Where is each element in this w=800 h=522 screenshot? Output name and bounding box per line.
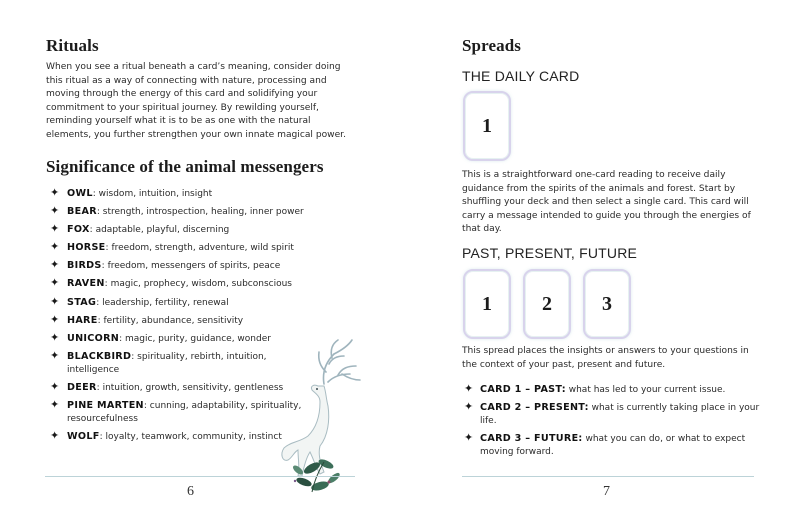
animal-name: PINE MARTEN (67, 400, 144, 412)
card-number: 1 (482, 114, 492, 137)
animal-name: UNICORN (67, 332, 120, 344)
animal-name: BLACKBIRD (67, 350, 132, 362)
animal-name: RAVEN (67, 278, 105, 290)
list-item: ✦ HARE: fertility, abundance, sensitivity (50, 312, 244, 326)
animal-meaning: magic, purity, guidance, wonder (125, 333, 271, 344)
animal-name: FOX (67, 224, 90, 236)
animal-meaning: wisdom, intuition, insight (98, 189, 213, 199)
list-item: ✦ OWL: wisdom, intuition, insight (50, 186, 213, 199)
four-point-star-icon: ✦ (50, 312, 60, 326)
four-point-star-icon: ✦ (50, 294, 60, 308)
card-frame-past (463, 269, 511, 339)
card-position-meaning: what you can do, or what to expect moving forward. (480, 434, 746, 457)
list-item: ✦ STAG: leadership, fertility, renewal (50, 294, 229, 308)
animal-meaning: strength, introspection, healing, inner power (102, 207, 304, 218)
list-item: ✦ HORSE: freedom, strength, adventure, wild spirit (50, 240, 294, 254)
card-position-meaning: what has led to your current issue. (568, 385, 726, 395)
card-frame-future (583, 269, 631, 339)
animal-name: BIRDS (67, 260, 102, 272)
four-point-star-icon: ✦ (50, 429, 60, 443)
card-position-meaning: what is currently taking place in your life. (480, 403, 760, 426)
animal-name: STAG (67, 296, 97, 308)
four-point-star-icon: ✦ (50, 330, 60, 344)
animal-meaning: leadership, fertility, renewal (102, 297, 229, 308)
animal-meaning: freedom, strength, adventure, wild spirit (111, 243, 294, 254)
four-point-star-icon: ✦ (50, 240, 60, 254)
animal-name: WOLF (67, 431, 100, 443)
four-point-star-icon: ✦ (50, 222, 60, 236)
four-point-star-icon: ✦ (464, 382, 474, 395)
four-point-star-icon: ✦ (50, 398, 60, 412)
four-point-star-icon: ✦ (50, 276, 60, 290)
four-point-star-icon: ✦ (50, 258, 60, 272)
animal-name: HORSE (67, 242, 106, 254)
animal-meaning: cunning, adaptability, spirituality, resourcefulness (67, 401, 302, 425)
card-number: 1 (482, 292, 492, 315)
animal-meaning: freedom, messengers of spirits, peace (107, 261, 281, 272)
animal-meaning: loyalty, teamwork, community, instinct (105, 432, 282, 443)
four-point-star-icon: ✦ (50, 204, 60, 218)
four-point-star-icon: ✦ (50, 186, 60, 199)
spreads-heading: Spreads (462, 36, 521, 55)
daily-card-subheading: THE DAILY CARD (462, 68, 580, 84)
animal-meaning: magic, prophecy, wisdom, subconscious (110, 279, 292, 290)
card-frame-daily (463, 91, 511, 161)
rituals-heading: Rituals (46, 36, 99, 55)
footer-rule (462, 476, 754, 477)
animal-meaning: adaptable, playful, discerning (95, 225, 230, 236)
four-point-star-icon: ✦ (464, 400, 474, 413)
list-item: ✦ UNICORN: magic, purity, guidance, wonder (50, 330, 271, 344)
spread-paragraph: This spread places the insights or answers to your questions in the context of your past, present and future. (462, 346, 749, 370)
card-position-label: CARD 3 – FUTURE: (480, 433, 583, 444)
list-item: ✦ RAVEN: magic, prophecy, wisdom, subconscious (50, 276, 292, 290)
card-positions-list (464, 383, 764, 463)
list-item: ✦ BEAR: strength, introspection, healing, inner power (50, 204, 304, 218)
animal-messengers-heading: Significance of the animal messengers (46, 157, 324, 176)
past-present-future-subheading: PAST, PRESENT, FUTURE (462, 245, 638, 261)
animal-meaning: spirituality, rebirth, intuition, intelligence (67, 351, 267, 375)
card-number: 2 (542, 292, 552, 315)
daily-card-paragraph: This is a straightforward one-card reading to receive daily guidance from the spirits of the animals and forest. Start by shuffling your deck and then select a single card. This card will carry a message intended to guide you through the energies of that day. (462, 170, 751, 235)
antlers (319, 340, 360, 384)
deer-eye (316, 388, 318, 390)
list-item: ✦ WOLF: loyalty, teamwork, community, instinct (50, 429, 282, 443)
card-position-label: CARD 1 – PAST: (480, 384, 566, 395)
four-point-star-icon: ✦ (50, 348, 60, 362)
card-position-label: CARD 2 – PRESENT: (480, 402, 589, 413)
list-item: ✦ DEER: intuition, growth, sensitivity, gentleness (50, 379, 284, 393)
four-point-star-icon: ✦ (50, 379, 60, 393)
list-item: ✦ FOX: adaptable, playful, discerning (50, 222, 230, 236)
list-item (464, 383, 764, 397)
animal-name: DEER (67, 381, 97, 393)
page-number: 6 (187, 484, 194, 499)
animal-name: BEAR (67, 206, 97, 218)
animal-meaning: fertility, abundance, sensitivity (103, 315, 244, 326)
list-item (464, 432, 764, 459)
deer-illustration (268, 336, 368, 496)
four-point-star-icon: ✦ (464, 431, 474, 444)
list-item: ✦ PINE MARTEN: cunning, adaptability, spirituality, resourcefulness (50, 398, 302, 425)
list-item (464, 401, 764, 428)
card-frame-present (523, 269, 571, 339)
list-item: ✦ BLACKBIRD: spirituality, rebirth, intuition, intelligence (50, 348, 267, 375)
animal-name: OWL (67, 188, 93, 199)
page-number: 7 (603, 484, 610, 499)
card-number: 3 (602, 292, 612, 315)
rituals-paragraph: When you see a ritual beneath a card’s meaning, consider doing this ritual as a way of connecting with nature, processing and moving through the energy of this card and solidifying your commitment to your spiritual journey. By rewilding yourself, reminding yourself what it is to be as one with the natural elements, you further strengthen your own innate magical power. (46, 62, 346, 140)
animal-name: HARE (67, 314, 98, 326)
animal-meaning: intuition, growth, sensitivity, gentleness (102, 382, 284, 393)
list-item: ✦ BIRDS: freedom, messengers of spirits, peace (50, 258, 281, 272)
footer-rule (45, 476, 355, 477)
